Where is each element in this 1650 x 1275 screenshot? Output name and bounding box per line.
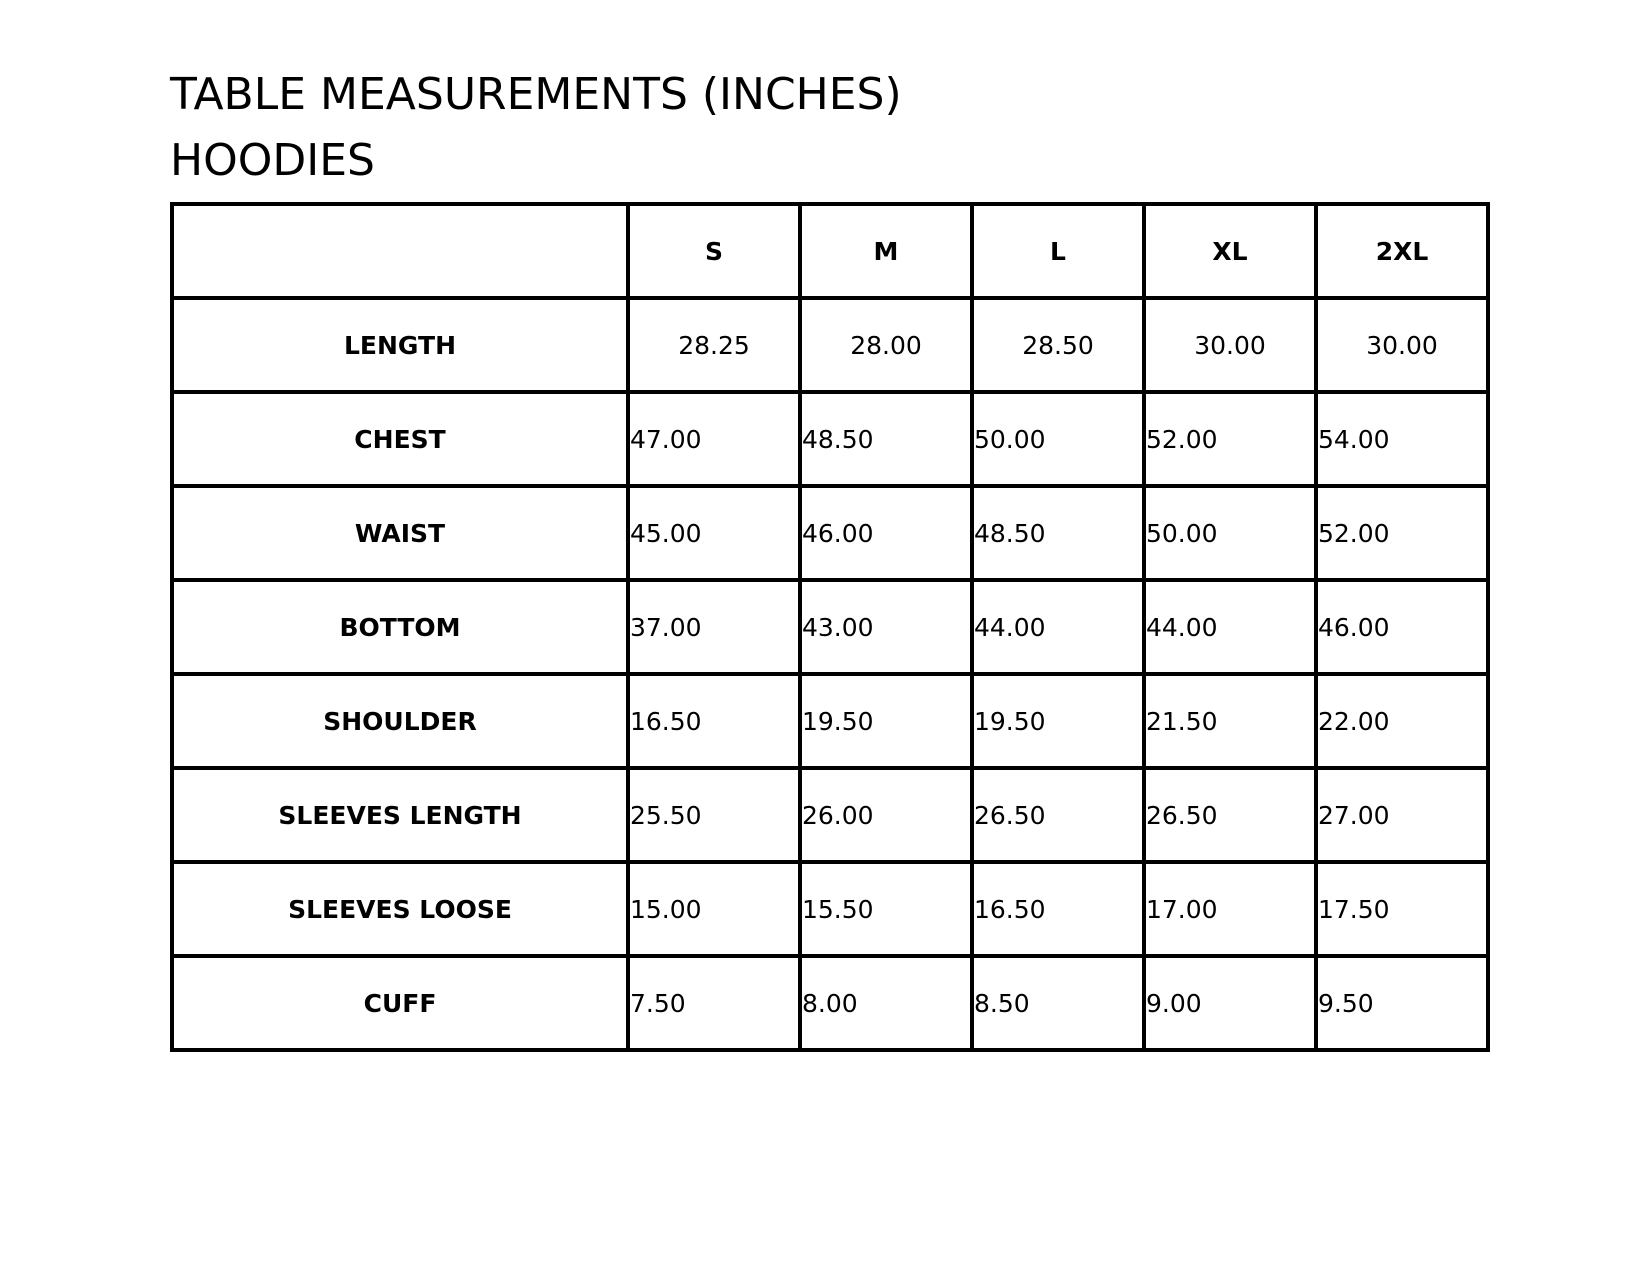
row-label: WAIST — [172, 486, 628, 580]
table-cell: 43.00 — [800, 580, 972, 674]
row-label: LENGTH — [172, 298, 628, 392]
table-cell: 28.25 — [628, 298, 800, 392]
row-label: CHEST — [172, 392, 628, 486]
column-header-l: L — [972, 204, 1144, 298]
page-subtitle: HOODIES — [170, 135, 375, 186]
table-cell: 8.00 — [800, 956, 972, 1050]
table-row — [172, 486, 1488, 580]
table-cell: 15.00 — [628, 862, 800, 956]
row-label: BOTTOM — [172, 580, 628, 674]
table-cell: 45.00 — [628, 486, 800, 580]
table-row — [172, 392, 1488, 486]
table-cell: 44.00 — [972, 580, 1144, 674]
column-header-2xl: 2XL — [1316, 204, 1488, 298]
table-cell: 15.50 — [800, 862, 972, 956]
table-cell: 44.00 — [1144, 580, 1316, 674]
table-cell: 46.00 — [800, 486, 972, 580]
table-cell: 37.00 — [628, 580, 800, 674]
column-header-s: S — [628, 204, 800, 298]
table-cell: 47.00 — [628, 392, 800, 486]
table-cell: 9.00 — [1144, 956, 1316, 1050]
table-cell: 28.50 — [972, 298, 1144, 392]
table-cell: 22.00 — [1316, 674, 1488, 768]
table-cell: 27.00 — [1316, 768, 1488, 862]
table-row — [172, 674, 1488, 768]
table-row — [172, 862, 1488, 956]
table-cell: 46.00 — [1316, 580, 1488, 674]
table-cell: 17.50 — [1316, 862, 1488, 956]
row-label: SLEEVES LENGTH — [172, 768, 628, 862]
table-cell: 30.00 — [1144, 298, 1316, 392]
table-cell: 7.50 — [628, 956, 800, 1050]
table-cell: 52.00 — [1316, 486, 1488, 580]
table-cell: 19.50 — [800, 674, 972, 768]
size-chart-table — [170, 202, 1490, 1052]
row-label: SLEEVES LOOSE — [172, 862, 628, 956]
row-label: SHOULDER — [172, 674, 628, 768]
column-header-xl: XL — [1144, 204, 1316, 298]
table-cell: 16.50 — [628, 674, 800, 768]
table-cell: 8.50 — [972, 956, 1144, 1050]
table-cell: 19.50 — [972, 674, 1144, 768]
table-row — [172, 298, 1488, 392]
table-cell: 52.00 — [1144, 392, 1316, 486]
table-cell: 17.00 — [1144, 862, 1316, 956]
table-cell: 9.50 — [1316, 956, 1488, 1050]
table-cell: 48.50 — [800, 392, 972, 486]
table-cell: 30.00 — [1316, 298, 1488, 392]
table-row — [172, 580, 1488, 674]
table-cell: 54.00 — [1316, 392, 1488, 486]
table-cell: 48.50 — [972, 486, 1144, 580]
table-cell: 50.00 — [1144, 486, 1316, 580]
table-cell: 25.50 — [628, 768, 800, 862]
page-title: TABLE MEASUREMENTS (INCHES) — [170, 69, 902, 120]
table-row — [172, 768, 1488, 862]
table-header-row — [172, 204, 1488, 298]
table-cell: 28.00 — [800, 298, 972, 392]
table-cell: 16.50 — [972, 862, 1144, 956]
table-cell: 21.50 — [1144, 674, 1316, 768]
table-cell: 26.50 — [972, 768, 1144, 862]
page-title-block — [170, 62, 902, 194]
row-label: CUFF — [172, 956, 628, 1050]
table-cell: 50.00 — [972, 392, 1144, 486]
table-cell: 26.00 — [800, 768, 972, 862]
column-header-m: M — [800, 204, 972, 298]
corner-cell — [172, 204, 628, 298]
table-row — [172, 956, 1488, 1050]
table-cell: 26.50 — [1144, 768, 1316, 862]
